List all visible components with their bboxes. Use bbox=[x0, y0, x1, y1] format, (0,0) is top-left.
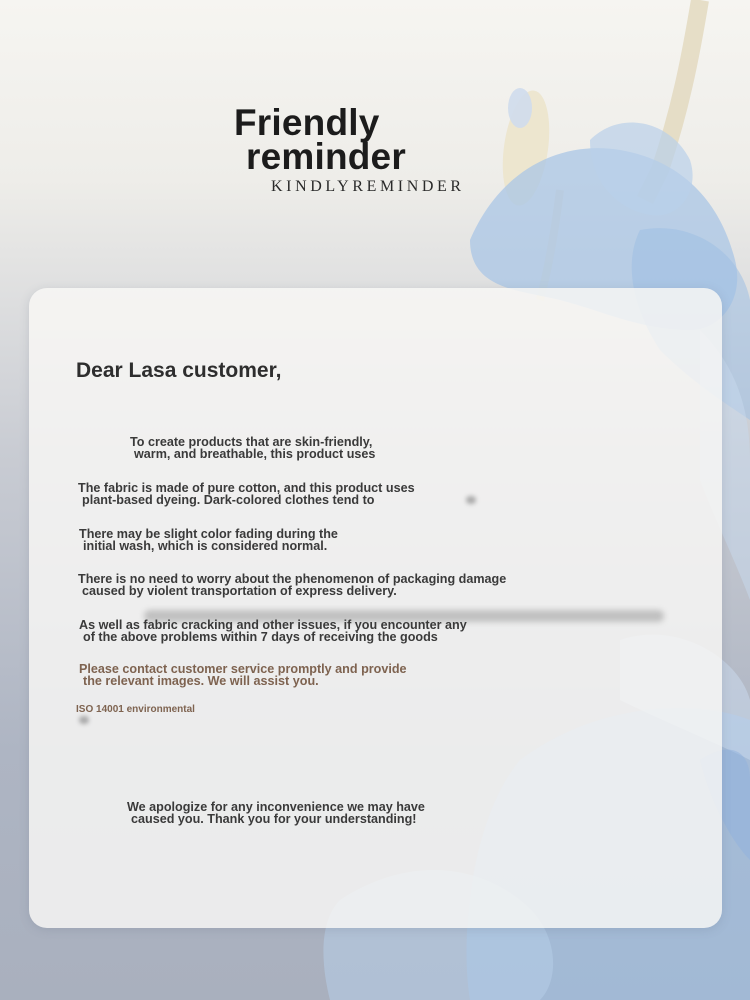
paragraph-line: We apologize for any inconvenience we may have bbox=[127, 800, 425, 814]
paragraph-packaging bbox=[78, 574, 506, 597]
paragraph-fabric bbox=[78, 483, 415, 506]
paragraph-line: plant-based dyeing. Dark-colored clothes tend to bbox=[82, 492, 375, 507]
paragraph-line: warm, and breathable, this product uses bbox=[134, 446, 376, 461]
closing-message bbox=[127, 802, 425, 825]
paragraph-line: caused you. Thank you for your understanding! bbox=[131, 811, 417, 826]
paragraph-line: The fabric is made of pure cotton, and this product uses bbox=[78, 481, 415, 495]
title-block bbox=[234, 102, 494, 196]
blurred-mark bbox=[79, 716, 89, 724]
blurred-mark bbox=[466, 496, 476, 504]
iso-label: ISO 14001 environmental bbox=[76, 704, 195, 715]
paragraph-line: of the above problems within 7 days of receiving the goods bbox=[83, 629, 438, 644]
page-title-line-1: Friendly bbox=[234, 102, 380, 143]
paragraph-contact-service bbox=[79, 664, 407, 687]
reminder-card bbox=[29, 288, 722, 928]
paragraph-line: There may be slight color fading during the bbox=[79, 527, 338, 541]
page-subtitle: KINDLYREMINDER bbox=[271, 178, 465, 195]
paragraph-fabric-cracking bbox=[79, 620, 467, 643]
paragraph-line: initial wash, which is considered normal. bbox=[83, 538, 328, 553]
paragraph-line: There is no need to worry about the phenomenon of packaging damage bbox=[78, 572, 507, 586]
paragraph-skin-friendly bbox=[130, 437, 375, 460]
paragraph-color-fading bbox=[79, 529, 338, 552]
paragraph-line: the relevant images. We will assist you. bbox=[83, 673, 319, 688]
page-title-line-2: reminder bbox=[246, 136, 406, 177]
paragraph-line: To create products that are skin-friendly, bbox=[130, 435, 373, 449]
greeting: Dear Lasa customer, bbox=[76, 359, 282, 382]
paragraph-line: As well as fabric cracking and other issues, if you encounter any bbox=[79, 618, 467, 632]
paragraph-line: caused by violent transportation of express delivery. bbox=[82, 583, 397, 598]
paragraph-line: Please contact customer service promptly and provide bbox=[79, 662, 407, 676]
